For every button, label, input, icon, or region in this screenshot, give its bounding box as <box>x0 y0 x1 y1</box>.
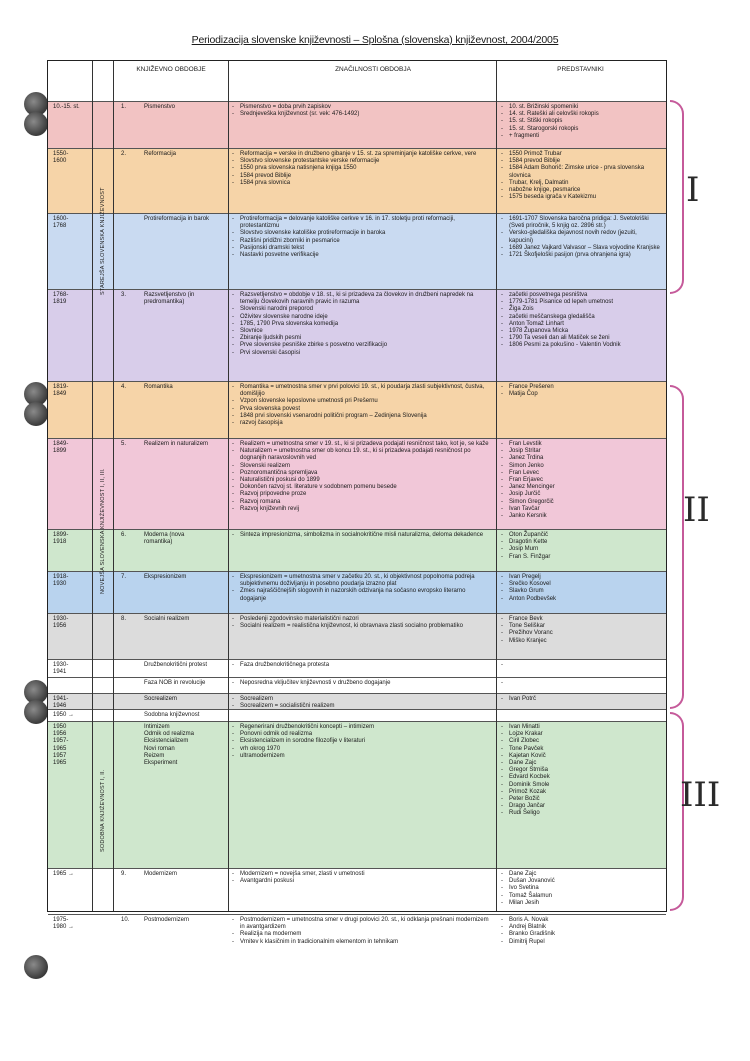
characteristic-item: - Protireformacija = delovanje katoliške cerkve v 16. in 17. stoletju proti reformaciji, protestantizmu <box>232 216 492 230</box>
representative-item: - 1721 Škofjeloški pasijon (prva ohranjena igra) <box>501 252 661 259</box>
characteristic-item: - Pasijonski dramski tekst <box>232 245 492 252</box>
table-row <box>48 914 666 945</box>
representative-item: - Josip Stritar <box>501 448 661 455</box>
vertical-label-newer: NOVEJŠA SLOVENSKA KNJIŽEVNOST I, II, III. <box>100 468 106 594</box>
representative-item: - Boris A. Novak <box>501 917 661 924</box>
representative-item: - Janko Kersnik <box>501 513 661 520</box>
period-name: Ekspresionizem <box>144 574 187 580</box>
representative-item: - 15. st. Starogorski rokopis <box>501 126 661 133</box>
representative-item: - Anton Podbevšek <box>501 596 661 603</box>
representative-item: - Prežihov Voranc <box>501 630 661 637</box>
representative-item: - Josip Murn <box>501 546 661 553</box>
column-divider <box>92 61 93 911</box>
period-years: 1930- 1941 <box>53 662 69 676</box>
characteristics-list <box>232 662 492 669</box>
characteristic-item: - Naturalistični poskusi do 1899 <box>232 477 492 484</box>
period-name: Romantika <box>144 384 173 390</box>
representatives-list <box>501 616 661 645</box>
characteristic-item: - Slovstvo slovenske protestantske verske reformacije <box>232 158 492 165</box>
representative-item: - Dane Zajc <box>501 871 661 878</box>
representative-item: - 15. st. Stiški rokopis <box>501 118 661 125</box>
column-divider <box>496 61 497 911</box>
period-years: 1899- 1918 <box>53 532 69 546</box>
characteristic-item: - Slovnice <box>232 328 492 335</box>
representative-item: - Dušan Jovanović <box>501 878 661 885</box>
table-row <box>48 709 666 721</box>
table-row <box>48 659 666 677</box>
representative-item: - nabožne knjige, pesmarice <box>501 187 661 194</box>
characteristics-list <box>232 871 492 885</box>
representative-item: - Simon Jenko <box>501 463 661 470</box>
representative-item: - Branko Gradišnik <box>501 931 661 938</box>
characteristic-item: - razvoj časopisja <box>232 420 492 427</box>
table-row <box>48 529 666 571</box>
period-years: 1930- 1956 <box>53 616 69 630</box>
characteristics-list <box>232 104 492 118</box>
period-years: 1918- 1930 <box>53 574 69 588</box>
characteristic-item: - 1550 prva slovenska natisnjena knjiga 1550 <box>232 165 492 172</box>
representatives-list <box>501 441 661 520</box>
representative-item: - Dragotin Kette <box>501 539 661 546</box>
representative-item: - Dimitrij Rupel <box>501 939 661 946</box>
header-representatives: PREDSTAVNIKI <box>557 66 604 73</box>
characteristic-item: - Nastavki posvetne verifikacije <box>232 252 492 259</box>
representative-item: - 1779-1781 Pisanice od lepeh umetnost <box>501 299 661 306</box>
characteristics-list <box>232 151 492 187</box>
table-row <box>48 613 666 659</box>
representative-item: - Matija Čop <box>501 391 661 398</box>
characteristic-item: - Ekspresionizem = umetnostna smer v začetku 20. st., ki objektivnost popolnoma podreja subjektivnemu doživljanju in posebno poudarja izrazno plat <box>232 574 492 588</box>
representative-item: - Primož Kozak <box>501 789 661 796</box>
table-row <box>48 721 666 868</box>
characteristic-item: - Slovstvo slovenske katoliške protireformacije in baroka <box>232 230 492 237</box>
characteristic-item: - Oživitev slovenske narodne ideje <box>232 314 492 321</box>
characteristic-item: - Srednjeveška književnost (sr. vek: 476-1492) <box>232 111 492 118</box>
characteristic-item: - Postmodernizem = umetnostna smer v drugi polovici 20. st., ki odklanja prešnani modernizem in avantgardizem <box>232 917 492 931</box>
period-years: 1600- 1768 <box>53 216 69 230</box>
representatives-list <box>501 384 661 398</box>
characteristic-item: - Reformacija = verske in družbeno gibanje v 15. st. za spreminjanje katoliške cerkve, vere <box>232 151 492 158</box>
characteristic-item: - Eksistencializem in sorodne filozofije v literaturi <box>232 738 492 745</box>
characteristics-list <box>232 724 492 760</box>
period-name: Reformacija <box>144 151 177 157</box>
representative-item: - Miško Kranjec <box>501 638 661 645</box>
characteristic-item: - Poznoromantična spremljava <box>232 470 492 477</box>
characteristics-list <box>232 384 492 427</box>
period-years: 10.-15. st. <box>53 104 80 110</box>
representative-item: - Fran S. Finžgar <box>501 554 661 561</box>
period-name: Realizem in naturalizem <box>144 441 209 447</box>
period-number: 2. <box>121 151 127 157</box>
representative-item: - Lojze Krakar <box>501 731 661 738</box>
characteristic-item: - Realizija na modernem <box>232 931 492 938</box>
characteristic-item: - Vrnitev k klasičnim in tradicionalnim elementom in tehnikam <box>232 939 492 946</box>
characteristic-item: - Razvoj romana <box>232 499 492 506</box>
roman-numeral-3: III <box>680 775 721 815</box>
characteristic-item: - Razvoj pripovedne proze <box>232 491 492 498</box>
characteristic-item: - Romantika = umetnostna smer v prvi polovici 19. st., ki poudarja zlasti subjektivnost, čustva, domišljijo <box>232 384 492 398</box>
period-name: Postmodernizem <box>144 917 190 923</box>
bracket-group-2 <box>670 385 684 709</box>
period-name: Protireformacija in barok <box>144 216 210 222</box>
representative-item: - Rudi Šeligo <box>501 810 661 817</box>
characteristics-list <box>232 574 492 603</box>
representative-item: - Josip Jurčič <box>501 491 661 498</box>
representatives-list <box>501 917 661 946</box>
characteristic-item: - Vzpon slovenske leposlovne umetnosti pri Prešernu <box>232 398 492 405</box>
representative-item: - 1689 Janez Vajkard Valvasor – Slava vojvodine Kranjske <box>501 245 661 252</box>
characteristic-item: - Prve slovenske pesniške zbirke s posvetno verzifikacijo <box>232 342 492 349</box>
roman-numeral-2: II <box>683 490 710 530</box>
table-row <box>48 693 666 709</box>
table-row <box>48 438 666 529</box>
representative-item: - Srečko Kosovel <box>501 581 661 588</box>
representative-item: - Milan Jesih <box>501 900 661 907</box>
representative-item: - Janez Trdina <box>501 455 661 462</box>
period-number: 6. <box>121 532 127 538</box>
characteristic-item: - Naturalizem = umetnostna smer ob koncu 19. st., ki si prizadeva podajati resničnost po dognanjih naravoslovnih ved <box>232 448 492 462</box>
table-header <box>48 61 666 102</box>
period-years: 1950 1956 1957- 1965 1957 1965 <box>53 724 69 767</box>
representative-item: - Simon Gregorčič <box>501 499 661 506</box>
representatives-list <box>501 216 661 259</box>
representative-item: - France Prešeren <box>501 384 661 391</box>
representative-item: - Fran Erjavec <box>501 477 661 484</box>
header-characteristics: ZNAČILNOSTI OBDOBJA <box>335 66 411 73</box>
representatives-list <box>501 104 661 140</box>
representative-item: - Gregor Strniša <box>501 767 661 774</box>
period-years: 1941- 1946 <box>53 696 69 710</box>
period-name: Družbenokritični protest <box>144 662 208 668</box>
characteristic-item: - Posledenji zgodovinsko materialistični nazori <box>232 616 492 623</box>
representative-item: - 1978 Županova Micka <box>501 328 661 335</box>
representative-item: - Dominik Smole <box>501 782 661 789</box>
vertical-label-older: STAREJŠA SLOVENSKA KNJIŽEVNOST <box>100 187 106 295</box>
period-number: 5. <box>121 441 127 447</box>
period-name: Sodobna književnost <box>144 712 200 718</box>
representatives-list <box>501 724 661 818</box>
representative-item: - Janez Mencinger <box>501 484 661 491</box>
period-number: 3. <box>121 292 127 298</box>
representative-item: - Edvard Kocbek <box>501 774 661 781</box>
period-years: 1965 → <box>53 871 75 877</box>
column-divider <box>113 61 114 911</box>
period-years: 1768- 1819 <box>53 292 69 306</box>
characteristics-list <box>232 532 492 539</box>
roman-numeral-1: I <box>686 170 700 210</box>
representative-item: - Fran Levec <box>501 470 661 477</box>
characteristics-list <box>232 216 492 259</box>
representative-item: - Oton Župančič <box>501 532 661 539</box>
period-years: 1975- 1980 → <box>53 917 75 931</box>
table-row <box>48 289 666 381</box>
characteristic-item: - Razvoj književnih revij <box>232 506 492 513</box>
punch-hole <box>24 700 48 724</box>
characteristic-item: - Ponovni odmik od realizma <box>232 731 492 738</box>
period-number: 8. <box>121 616 127 622</box>
characteristic-item: - Regenerirani družbenokritični koncepti – intimizem <box>232 724 492 731</box>
representatives-list <box>501 871 661 907</box>
characteristic-item: - Dokončen razvoj st. literature v sodobnem pomenu besede <box>232 484 492 491</box>
characteristics-list <box>232 680 492 687</box>
punch-hole <box>24 402 48 426</box>
representative-item: - + fragmenti <box>501 133 661 140</box>
characteristic-item: - Neposredna vključitev književnosti v družbeno dogajanje <box>232 680 492 687</box>
representative-item: - Ivan Minatti <box>501 724 661 731</box>
representative-item: - 14. st. Rateški ali celovški rokopis <box>501 111 661 118</box>
representative-item: - 1584 Adam Bohorič: Zimske urice - prva slovenska slovnica <box>501 165 661 179</box>
representative-item: - Kajetan Kovič <box>501 753 661 760</box>
period-number: 9. <box>121 871 127 877</box>
table-row <box>48 101 666 148</box>
characteristic-item: - Pismenstvo = doba prvih zapiskov <box>232 104 492 111</box>
period-years: 1950 → <box>53 712 75 718</box>
characteristic-item: - Prva slovenska povest <box>232 406 492 413</box>
representative-item: - Anton Tomaž Linhart <box>501 321 661 328</box>
period-name: Socrealizem <box>144 696 178 702</box>
characteristic-item: - Modernizem = novejša smer, zlasti v umetnosti <box>232 871 492 878</box>
period-name: Intimizem Odmik od realizma Eksistencializem Novi roman Reizem Eksperiment <box>144 724 195 767</box>
characteristic-item: - Razlišni pridižni zborniki in pesmarice <box>232 238 492 245</box>
representative-item: - 1584 prevod Biblije <box>501 158 661 165</box>
representatives-list <box>501 532 661 561</box>
characteristic-item: - vrh okrog 1970 <box>232 746 492 753</box>
period-years: 1819- 1849 <box>53 384 69 398</box>
representative-item: - 1550 Primož Trubar <box>501 151 661 158</box>
representative-item: - 1575 beseda igrača v Katekizmu <box>501 194 661 201</box>
representative-item: - Ivo Svetina <box>501 885 661 892</box>
characteristic-item: - Socialni realizem = realistična književnost, ki obravnava zlasti socialno problematiko <box>232 623 492 630</box>
page-title: Periodizacija slovenske književnosti – Splošna (slovenska) književnost, 2004/2005 <box>191 34 559 46</box>
table-row <box>48 571 666 613</box>
punch-hole <box>24 955 48 979</box>
representative-item: - 1806 Pesmi za pokušino - Valentin Vodnik <box>501 342 661 349</box>
table-row <box>48 677 666 693</box>
representative-item: - Fran Levstik <box>501 441 661 448</box>
representative-item: - začetki meščanskega gledališča <box>501 314 661 321</box>
representative-item: - France Bevk <box>501 616 661 623</box>
punch-hole <box>24 112 48 136</box>
characteristic-item: - Slovenski narodni preporod <box>232 306 492 313</box>
characteristic-item: - Sinteza impresionizma, simbolizma in socialnokritične misli naturalizma, deloma dekadence <box>232 532 492 539</box>
period-number: 4. <box>121 384 127 390</box>
characteristics-list <box>232 616 492 630</box>
characteristic-item: - Realizem = umetnostna smer v 19. st., ki si prizadeva podajati resničnost tako, kot je, se kaže <box>232 441 492 448</box>
characteristics-list <box>232 917 492 946</box>
representative-item: - Slavko Grum <box>501 588 661 595</box>
representative-item: - Drago Jančar <box>501 803 661 810</box>
representative-item: - 1691-1707 Slovenska baročna pridiga: J. Svetokriški (Sveti priročnik, 5 knjig oz. 2896 str.) <box>501 216 661 230</box>
characteristic-item: - Avantgardni poskusi <box>232 878 492 885</box>
period-name: Moderna (nova romantika) <box>144 532 185 546</box>
characteristic-item: - Slovenski realizem <box>232 463 492 470</box>
representative-item: - 1790 Ta veseli dan ali Matiček se ženi <box>501 335 661 342</box>
characteristics-list <box>232 441 492 513</box>
representative-item: - začetki posvetnega pesništva <box>501 292 661 299</box>
characteristic-item: - Zmes najraščičnejših slogovnih in nazorskih odzivanja na sočasno evropsko literarno dogajanje <box>232 588 492 602</box>
column-divider <box>228 61 229 911</box>
representative-item: - Andrej Blatnik <box>501 924 661 931</box>
characteristic-item: - 1848 prvi slovenski vsenarodni politični program – Zedinjena Slovenija <box>232 413 492 420</box>
characteristic-item: - Zbiranje ljudskih pesmi <box>232 335 492 342</box>
characteristic-item: - Razsvetljenstvo = obdobje v 18. st., ki si prizadeva za človekov in družbeni napredek na temelju človekovih naravnih pravic in razuma <box>232 292 492 306</box>
representatives-list <box>501 574 661 603</box>
characteristics-list <box>232 292 492 357</box>
characteristic-item: - Socrealizem = socialistični realizem <box>232 703 492 710</box>
period-years: 1550- 1600 <box>53 151 69 165</box>
characteristic-item: - 1785, 1790 Prva slovenska komedija <box>232 321 492 328</box>
representative-item: - Dane Zajc <box>501 760 661 767</box>
table-row <box>48 148 666 213</box>
representatives-list <box>501 696 661 703</box>
characteristic-item: - Prvi slovenski časopisi <box>232 350 492 357</box>
representative-item: - Peter Božič <box>501 796 661 803</box>
header-period: KNJIŽEVNO OBDOBJE <box>136 66 206 73</box>
characteristic-item: - Socrealizem <box>232 696 492 703</box>
table-row <box>48 381 666 438</box>
representative-item: - Ciril Zlobec <box>501 738 661 745</box>
period-name: Socialni realizem <box>144 616 190 622</box>
representative-item: - Ivan Pregelj <box>501 574 661 581</box>
period-number: 1. <box>121 104 127 110</box>
period-name: Pismenstvo <box>144 104 176 110</box>
table-row <box>48 868 666 914</box>
period-name: Modernizem <box>144 871 178 877</box>
characteristic-item: - Faza družbenokritičnega protesta <box>232 662 492 669</box>
period-number: 7. <box>121 574 127 580</box>
representative-item: - Ivan Potrč <box>501 696 661 703</box>
vertical-label-contemporary: SODOBNA KNJIŽEVNOST I, II. <box>100 769 106 853</box>
period-name: Faza NOB in revolucije <box>144 680 206 686</box>
representative-item: - Tone Seliškar <box>501 623 661 630</box>
bracket-group-1 <box>670 100 684 294</box>
representative-item: - Tomaž Šalamun <box>501 893 661 900</box>
representative-item: - Trubar, Krelj, Dalmatin <box>501 180 661 187</box>
period-years: 1849- 1899 <box>53 441 69 455</box>
representative-item: - Tone Pavček <box>501 746 661 753</box>
representative-item: - 10. st. Brižinski spomeniki <box>501 104 661 111</box>
characteristic-item: - ultramodernizem <box>232 753 492 760</box>
characteristic-item: - 1584 prevod Biblije <box>232 173 492 180</box>
representative-item: - Versko-gledališka dejavnost novih redov (jezuiti, kapucini) <box>501 230 661 244</box>
representative-item: - Žiga Zois <box>501 306 661 313</box>
table-row <box>48 213 666 289</box>
period-name: Razsvetljenstvo (in predromantika) <box>144 292 195 306</box>
characteristic-item: - 1584 prva slovnica <box>232 180 492 187</box>
representatives-list <box>501 292 661 350</box>
period-number: 10. <box>121 917 130 923</box>
representatives-list <box>501 151 661 201</box>
representative-item: - Ivan Tavčar <box>501 506 661 513</box>
periodization-table <box>47 60 667 945</box>
